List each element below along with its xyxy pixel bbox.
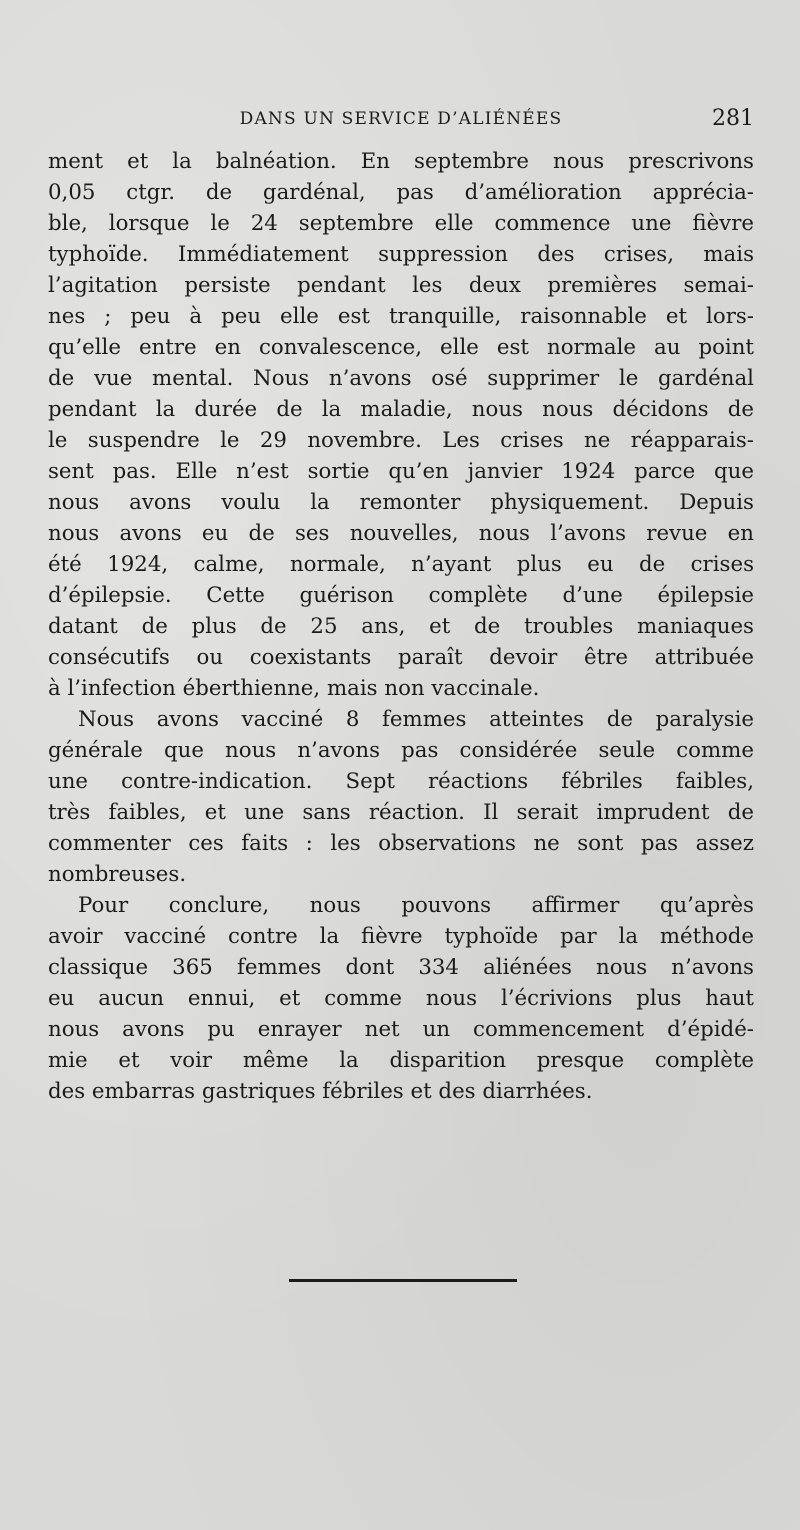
text-line: Pour conclure, nous pouvons affirmer qu’après <box>78 893 754 918</box>
text-line: avoir vacciné contre la fièvre typhoïde par la méthode <box>48 924 754 949</box>
text-line: des embarras gastriques fébriles et des diarrhées. <box>48 1079 593 1104</box>
text-line: commenter ces faits : les observations ne sont pas assez <box>48 831 754 856</box>
text-line: qu’elle entre en convalescence, elle est normale au point <box>48 335 754 360</box>
text-line: eu aucun ennui, et comme nous l’écrivions plus haut <box>48 986 754 1011</box>
text-line: nous avons eu de ses nouvelles, nous l’avons revue en <box>48 521 754 546</box>
text-line: nes ; peu à peu elle est tranquille, raisonnable et lors- <box>48 304 754 329</box>
text-line: ment et la balnéation. En septembre nous prescrivons <box>48 149 754 174</box>
text-line: d’épilepsie. Cette guérison complète d’une épilepsie <box>48 583 754 608</box>
text-line: l’agitation persiste pendant les deux premières semai- <box>48 273 754 298</box>
text-line: de vue mental. Nous n’avons osé supprimer le gardénal <box>48 366 754 391</box>
paragraph-continued <box>48 146 754 704</box>
text-line: nous avons voulu la remonter physiquement. Depuis <box>48 490 754 515</box>
text-line: très faibles, et une sans réaction. Il serait imprudent de <box>48 800 754 825</box>
page-number: 281 <box>712 106 754 131</box>
text-line: consécutifs ou coexistants paraît devoir être attribuée <box>48 645 754 670</box>
paragraph-paralysie <box>48 704 754 890</box>
text-line: été 1924, calme, normale, n’ayant plus eu de crises <box>48 552 754 577</box>
text-line: datant de plus de 25 ans, et de troubles maniaques <box>48 614 754 639</box>
text-line: le suspendre le 29 novembre. Les crises ne réapparais- <box>48 428 754 453</box>
text-line: classique 365 femmes dont 334 aliénées nous n’avons <box>48 955 754 980</box>
text-line: mie et voir même la disparition presque complète <box>48 1048 754 1073</box>
body-text <box>48 146 754 1107</box>
text-line: 0,05 ctgr. de gardénal, pas d’amélioration apprécia- <box>48 180 754 205</box>
text-line: sent pas. Elle n’est sortie qu’en janvier 1924 parce que <box>48 459 754 484</box>
text-line: typhoïde. Immédiatement suppression des crises, mais <box>48 242 754 267</box>
running-title: DANS UN SERVICE D’ALIÉNÉES <box>239 109 563 129</box>
text-line: à l’infection éberthienne, mais non vaccinale. <box>48 676 540 701</box>
text-line: une contre-indication. Sept réactions fébriles faibles, <box>48 769 754 794</box>
text-line: générale que nous n’avons pas considérée seule comme <box>48 738 754 763</box>
text-line: pendant la durée de la maladie, nous nous décidons de <box>48 397 754 422</box>
text-line: nombreuses. <box>48 862 187 887</box>
section-end-rule <box>289 1279 517 1282</box>
running-header <box>48 104 754 134</box>
paragraph-conclusion <box>48 890 754 1107</box>
text-line: ble, lorsque le 24 septembre elle commence une fièvre <box>48 211 754 236</box>
text-line: nous avons pu enrayer net un commencement d’épidé- <box>48 1017 754 1042</box>
text-line: Nous avons vacciné 8 femmes atteintes de paralysie <box>78 707 754 732</box>
